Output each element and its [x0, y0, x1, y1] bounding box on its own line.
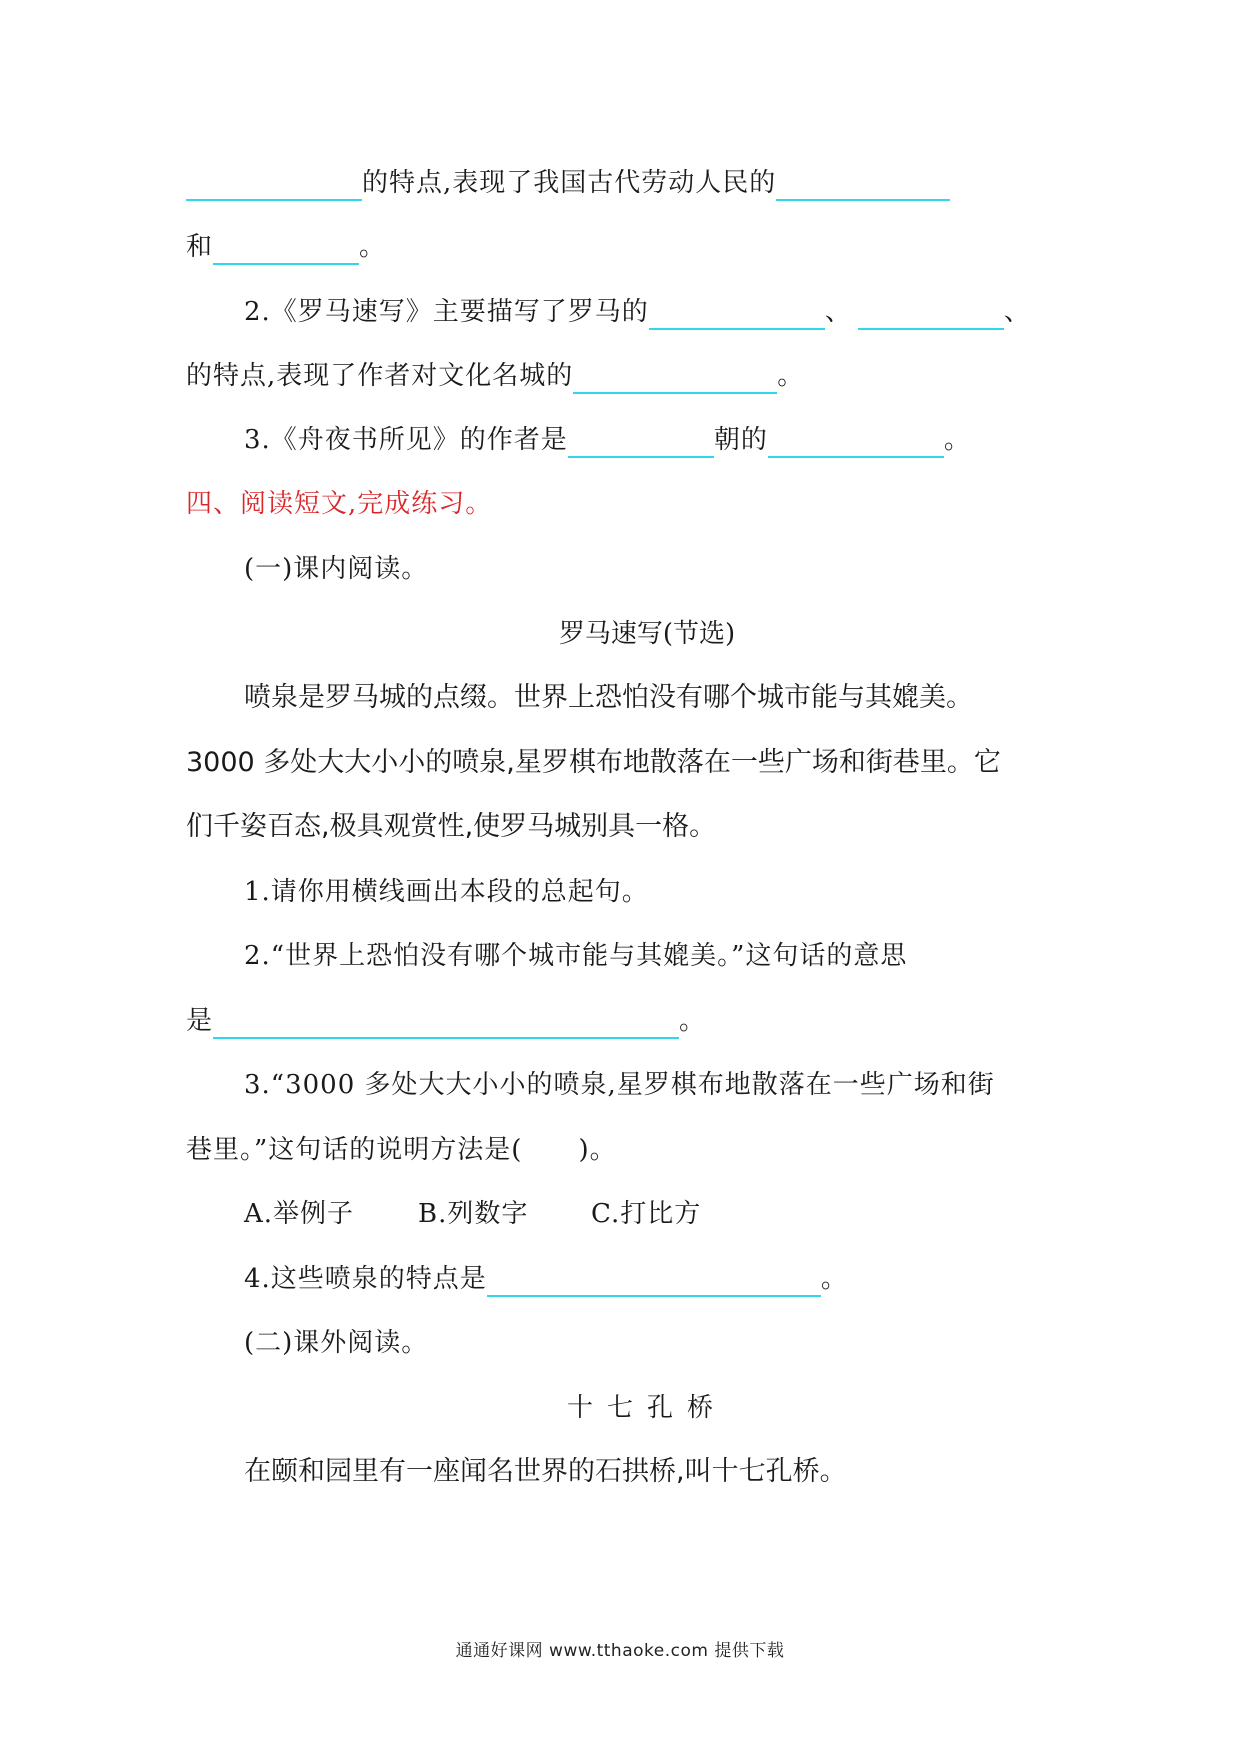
part2-label: (二)课外阅读。: [244, 1328, 429, 1358]
s3-q3-mid: 朝的: [713, 425, 768, 455]
answer-blank[interactable]: [649, 298, 825, 330]
part1-title: 罗马速写(节选): [558, 619, 736, 649]
answer-blank[interactable]: [768, 426, 944, 458]
s3-q1-text: 的特点,表现了我国古代劳动人民的: [362, 168, 777, 198]
answer-blank[interactable]: [573, 362, 777, 394]
s3-q3-text: 3.《舟夜书所见》的作者是: [244, 425, 568, 455]
answer-blank[interactable]: [213, 1007, 679, 1039]
passage-line: 喷泉是罗马城的点缀。世界上恐怕没有哪个城市能与其媲美。: [244, 682, 973, 713]
answer-blank[interactable]: [487, 1265, 821, 1297]
part2-title: 十七孔桥: [566, 1393, 727, 1423]
answer-blank[interactable]: [213, 233, 359, 265]
part1-q4-text: 4.这些喷泉的特点是: [244, 1264, 487, 1294]
s3-q2-line1: [244, 294, 1031, 330]
s3-q2-sep1: 、: [824, 297, 852, 327]
s3-q2-line2: [186, 358, 804, 394]
option-b[interactable]: B.列数字: [418, 1199, 529, 1229]
s3-q1-line2: [186, 229, 386, 265]
part1-q4: [244, 1261, 848, 1297]
s3-q1-end: 。: [359, 232, 387, 262]
part1-label: (一)课内阅读。: [244, 554, 429, 584]
passage-line: 3000 多处大大小小的喷泉,星罗棋布地散落在一些广场和街巷里。它: [186, 747, 1001, 778]
passage-line: 在颐和园里有一座闻名世界的石拱桥,叫十七孔桥。: [244, 1456, 847, 1487]
option-c[interactable]: C.打比方: [591, 1199, 702, 1229]
part1-q3-line1: 3.“3000 多处大大小小的喷泉,星罗棋布地散落在一些广场和街: [244, 1070, 995, 1100]
part1-q1: 1.请你用横线画出本段的总起句。: [244, 877, 649, 907]
s3-q2-sep2: 、: [1003, 297, 1031, 327]
footer: 通通好课网 www.tthaoke.com 提供下载: [455, 1641, 785, 1661]
option-a[interactable]: A.举例子: [244, 1199, 355, 1229]
part1-q3-close: )。: [578, 1135, 617, 1165]
part1-q2-end: 。: [679, 1006, 707, 1036]
s3-q3-end: 。: [943, 425, 971, 455]
passage-line: 们千姿百态,极具观赏性,使罗马城别具一格。: [186, 811, 717, 842]
part1-q2-line1: 2.“世界上恐怕没有哪个城市能与其媲美。”这句话的意思: [244, 941, 908, 971]
answer-blank[interactable]: [858, 298, 1004, 330]
s3-q1-and: 和: [186, 232, 214, 262]
answer-blank[interactable]: [186, 169, 362, 201]
answer-blank[interactable]: [776, 169, 950, 201]
s3-q3-line: [244, 422, 971, 458]
answer-blank[interactable]: [568, 426, 714, 458]
part1-q3-text: 巷里。”这句话的说明方法是(: [186, 1135, 523, 1165]
part1-q4-end: 。: [820, 1264, 848, 1294]
section-heading: 四、阅读短文,完成练习。: [186, 489, 493, 519]
part1-q3-line2: [186, 1132, 617, 1168]
part1-q2-line2: [186, 1003, 706, 1039]
s3-q2-line2-text: 的特点,表现了作者对文化名城的: [186, 361, 574, 391]
s3-q1-line1: [186, 165, 950, 201]
s3-q2-end: 。: [777, 361, 805, 391]
part1-q2-prefix: 是: [186, 1006, 214, 1036]
s3-q2-text: 2.《罗马速写》主要描写了罗马的: [244, 297, 649, 327]
